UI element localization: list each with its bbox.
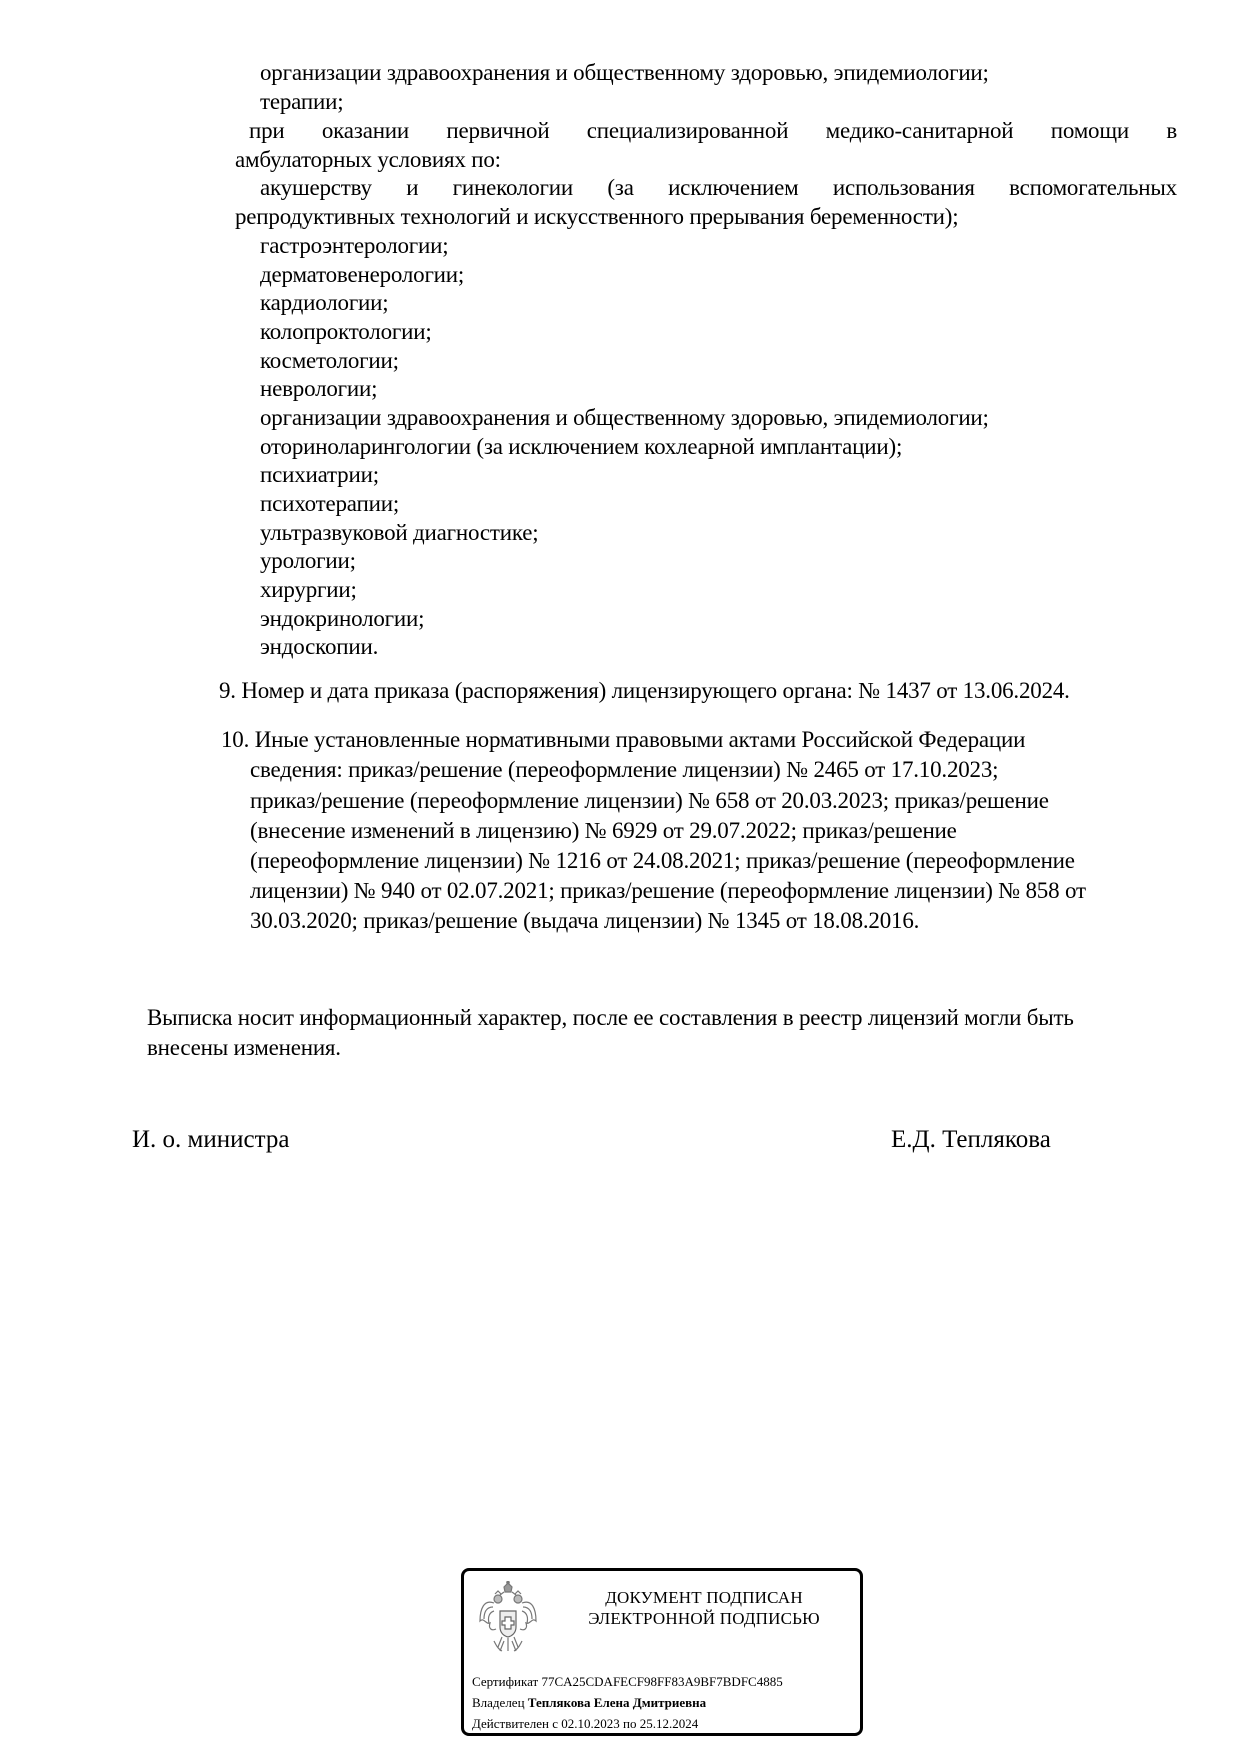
signer-name: Е.Д. Теплякова — [891, 1126, 1051, 1153]
list-item: оториноларингологии (за исключением кохлеарной имплантации); — [260, 434, 903, 459]
list-item: неврологии; — [260, 376, 378, 401]
word: вспомогательных — [1009, 175, 1177, 200]
list-item: гастроэнтерологии; — [260, 233, 449, 258]
list-item: кардиологии; — [260, 290, 389, 315]
word: специализированной — [586, 118, 789, 143]
obstetrics-line — [260, 173, 1177, 202]
section-10-line: приказ/решение (переоформление лицензии) № 658 от 20.03.2023; приказ/решение — [250, 788, 1049, 813]
section-10-line: сведения: приказ/решение (переоформление лицензии) № 2465 от 17.10.2023; — [250, 757, 999, 782]
owner-value: Теплякова Елена Дмитриевна — [527, 1695, 707, 1710]
notice-text: внесены изменения. — [147, 1035, 341, 1060]
stamp-title-line: ЭЛЕКТРОННОЙ ПОДПИСЬЮ — [588, 1609, 820, 1628]
list-item: психотерапии; — [260, 491, 400, 516]
obstetrics-line: репродуктивных технологий и искусственного прерывания беременности); — [235, 204, 959, 229]
ambulatory-intro-line — [249, 116, 1177, 145]
owner-label: Владелец — [472, 1695, 525, 1710]
list-item: ультразвуковой диагностике; — [260, 520, 539, 545]
word: использования — [832, 175, 975, 200]
list-item: организации здравоохранения и общественному здоровью, эпидемиологии; — [260, 60, 989, 85]
word: помощи — [1050, 118, 1129, 143]
ambulatory-intro-line: амбулаторных условиях по: — [235, 147, 501, 172]
list-item: организации здравоохранения и общественному здоровью, эпидемиологии; — [260, 405, 989, 430]
word: медико-санитарной — [825, 118, 1014, 143]
list-item: эндоскопии. — [260, 634, 379, 659]
word: гинекологии — [452, 175, 573, 200]
validity-row: Действителен с 02.10.2023 по 25.12.2024 — [472, 1716, 699, 1731]
section-10-line: лицензии) № 940 от 02.07.2021; приказ/решение (переоформление лицензии) № 858 от — [250, 878, 1086, 903]
russian-eagle-emblem-icon — [476, 1581, 540, 1655]
list-item: колопроктологии; — [260, 319, 432, 344]
list-item: терапии; — [260, 89, 344, 114]
list-item: урологии; — [260, 548, 356, 573]
list-item: дерматовенерологии; — [260, 262, 465, 287]
word: и — [406, 175, 419, 200]
list-item: эндокринологии; — [260, 606, 425, 631]
word: при — [249, 118, 285, 143]
section-10-line: 30.03.2020; приказ/решение (выдача лицензии) № 1345 от 18.08.2016. — [250, 908, 920, 933]
notice-text: Выписка носит информационный характер, после ее составления в реестр лицензий могли быть — [147, 1005, 1074, 1030]
section-10-line: 10. Иные установленные нормативными правовыми актами Российской Федерации — [221, 727, 1026, 752]
list-item: косметологии; — [260, 348, 399, 373]
word: первичной — [446, 118, 550, 143]
certificate-value: 77CA25CDAFECF98FF83A9BF7BDFC4885 — [541, 1674, 783, 1689]
electronic-signature-stamp — [461, 1568, 863, 1736]
word: акушерству — [260, 175, 372, 200]
signer-position: И. о. министра — [132, 1126, 290, 1153]
stamp-title — [554, 1587, 854, 1629]
certificate-row — [472, 1674, 783, 1690]
word: оказании — [321, 118, 410, 143]
word: (за — [607, 175, 634, 200]
list-item: психиатрии; — [260, 462, 379, 487]
stamp-title-line: ДОКУМЕНТ ПОДПИСАН — [605, 1588, 803, 1607]
section-9: 9. Номер и дата приказа (распоряжения) лицензирующего органа: № 1437 от 13.06.2024. — [219, 678, 1070, 703]
section-10-line: (внесение изменений в лицензию) № 6929 от 29.07.2022; приказ/решение — [250, 818, 957, 843]
list-item: хирургии; — [260, 577, 357, 602]
certificate-label: Сертификат — [472, 1674, 539, 1689]
section-10-line: (переоформление лицензии) № 1216 от 24.08.2021; приказ/решение (переоформление — [250, 848, 1075, 873]
word: исключением — [668, 175, 799, 200]
word: в — [1166, 118, 1177, 143]
owner-row — [472, 1695, 706, 1711]
